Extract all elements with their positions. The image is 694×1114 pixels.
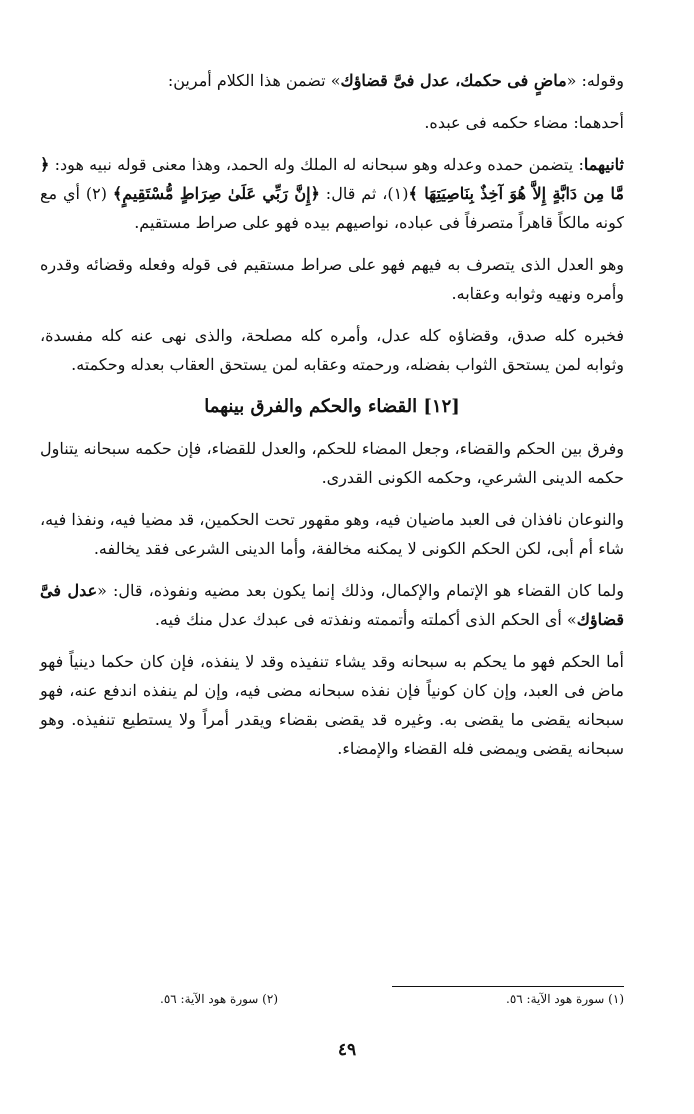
footnotes	[40, 986, 624, 1006]
text-run: فخبره كله صدق، وقضاؤه كله عدل، وأمره كله مصلحة، والذى نهى عنه كله مفسدة، وثوابه لمن يستحق الثواب بفضله، ورحمته وعقابه لمن يستحق العقاب بعدله وحكمته.	[40, 326, 624, 374]
text-run: (١)، ثم قال:	[319, 184, 409, 203]
bold-text: ﴿إِنَّ رَبِّي عَلَىٰ صِرَاطٍ مُّسْتَقِيمٍ﴾	[112, 184, 320, 203]
text-run: ولما كان القضاء هو الإتمام والإكمال، وذلك إنما يكون بعد مضيه ونفوذه، قال: «	[97, 581, 625, 600]
paragraph	[40, 321, 624, 379]
text-run: وهو العدل الذى يتصرف به فيهم فهو على صراط مستقيم فى قوله وفعله وقضائه وقدره وأمره ونهيه وثوابه وعقابه.	[40, 255, 624, 303]
paragraph	[40, 505, 624, 563]
bold-text: ثانيهما	[583, 155, 624, 174]
text-run: (٢) أي مع كونه مالكاً قاهراً متصرفاً فى عباده، نواصيهم بيده فهو على صراط مستقيم.	[40, 184, 624, 232]
paragraph	[40, 647, 624, 763]
paragraphs-after-heading	[40, 434, 624, 763]
paragraphs-before-heading	[40, 66, 624, 379]
paragraph	[40, 66, 624, 95]
page-body	[40, 66, 624, 776]
page-number: ٤٩	[337, 1040, 357, 1060]
footnote-1: (١) سورة هود الآية: ٥٦.	[506, 992, 624, 1006]
paragraph	[40, 576, 624, 634]
text-run: والنوعان نافذان فى العبد ماضيان فيه، وهو مقهور تحت الحكمين، قد مضيا فيه، ونفذا فيه، شاء أم أبى، لكن الحكم الكونى لا يمكنه مخالفة، وأما الدينى الشرعى فقد يخالفه.	[40, 510, 624, 558]
paragraph	[40, 434, 624, 492]
bold-text: ﴿ مَّا مِن دَابَّةٍ إِلاَّ هُوَ آخِذٌ بِنَاصِيَتِهَا ﴾	[40, 155, 625, 203]
text-run: وفرق بين الحكم والقضاء، وجعل المضاء للحكم، والعدل للقضاء، فإن حكمه سبحانه يتناول حكمه الدينى الشرعي، وحكمه الكونى القدرى.	[40, 439, 624, 487]
text-run: » أى الحكم الذى أكملته وأتممته ونفذته فى عبدك عدل منك فيه.	[154, 610, 577, 629]
paragraph	[40, 250, 624, 308]
text-run: أما الحكم فهو ما يحكم به سبحانه وقد يشاء تنفيذه وقد لا ينفذه، فإن كان حكما دينياً فهو ماض فى العبد، وإن كان كونياً فإن نفذه سبحانه مضى فيه، وإن لم ينفذه اندفع عنه، فهو سبحانه يقضى ما يقضى به. وغيره قد يقضى بقضاء ويقدر أمراً ولا يستطيع تنفيذه. وهو سبحانه يقضى ويمضى فله القضاء والإمضاء.	[40, 652, 624, 758]
bold-text: ماضٍ فى حكمك، عدل فىَّ قضاؤك	[340, 71, 567, 90]
footnote-rule	[392, 986, 624, 987]
text-run: » تضمن هذا الكلام أمرين:	[167, 71, 341, 90]
text-run: وقوله: «	[566, 71, 624, 90]
footnote-2: (٢) سورة هود الآية: ٥٦.	[160, 992, 278, 1006]
footnote-row	[40, 986, 624, 1006]
paragraph	[40, 108, 624, 137]
section-heading: [١٢] القضاء والحكم والفرق بينهما	[204, 396, 460, 417]
paragraph	[40, 150, 624, 237]
bold-text: عدل فىَّ قضاؤك	[40, 581, 624, 629]
text-run: : يتضمن حمده وعدله وهو سبحانه له الملك وله الحمد، وهذا معنى قوله نبيه هود:	[49, 155, 584, 174]
text-run: أحدهما: مضاء حكمه فى عبده.	[424, 113, 624, 132]
